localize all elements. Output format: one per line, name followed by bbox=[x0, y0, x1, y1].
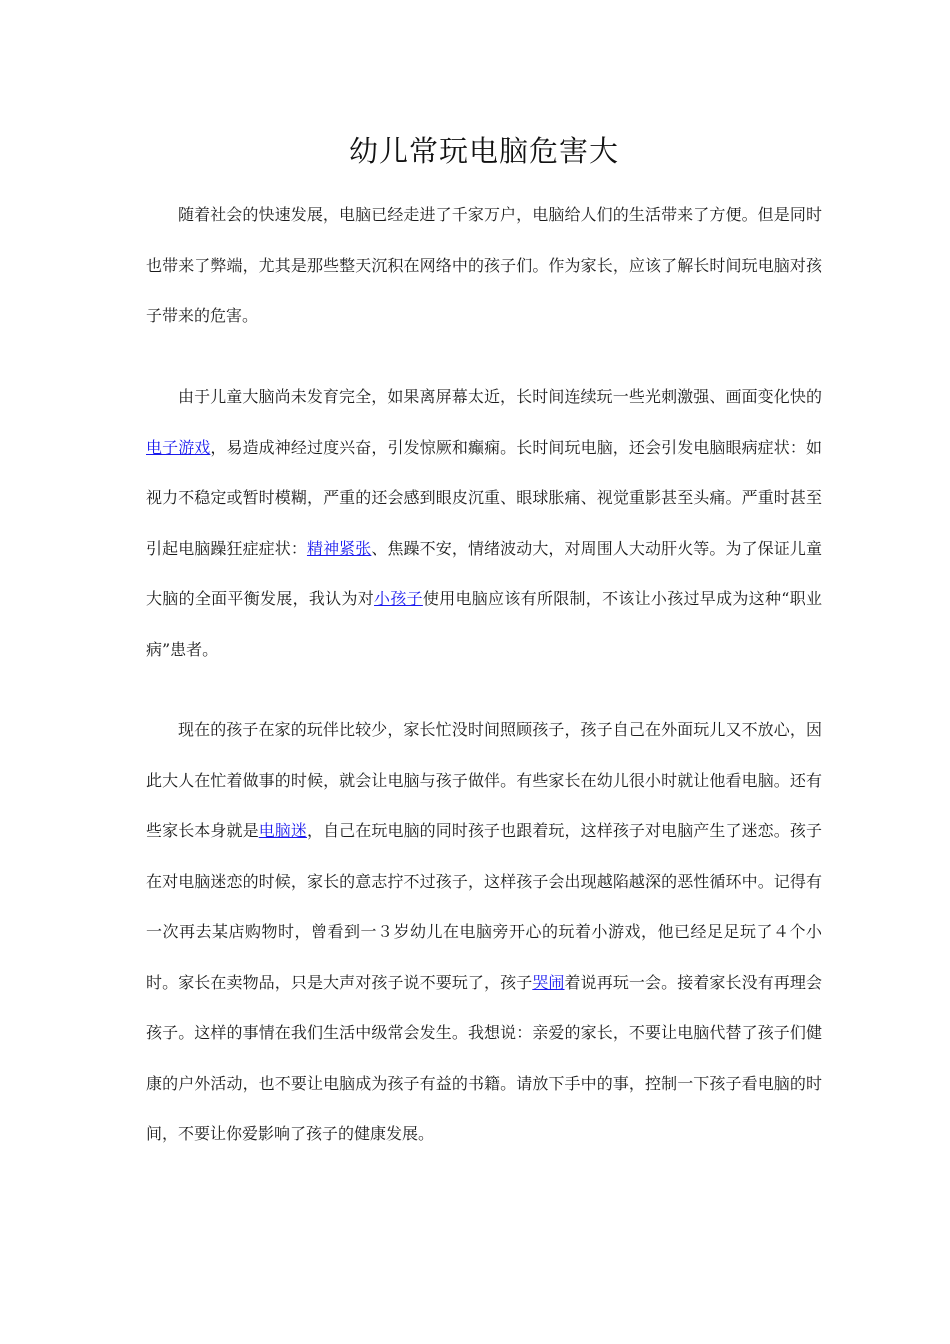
paragraph-text: 由于儿童大脑尚未发育完全，如果离屏幕太近，长时间连续玩一些光刺激强、画面变化快的 bbox=[178, 387, 822, 406]
paragraph-text: 使用电脑应该有所限制，不该让小孩过早成为这种“职业病”患者。 bbox=[146, 589, 822, 659]
paragraph-text: ，易造成神经过度兴奋，引发惊厥和癫痫。长时间玩电脑，还会引发电脑眼病症状：如视力不稳定或暂时模糊，严重的还会感到眼皮沉重、眼球胀痛、视觉重影甚至头痛。严重时甚至引起电脑躁狂症症状： bbox=[146, 437, 822, 558]
link-small-children[interactable]: 小孩子 bbox=[374, 589, 423, 608]
link-electronic-games[interactable]: 电子游戏 bbox=[146, 437, 211, 457]
paragraph-text: 随着社会的快速发展，电脑已经走进了千家万户，电脑给人们的生活带来了方便。但是同时也带来了弊端，尤其是那些整天沉积在网络中的孩子们。作为家长，应该了解长时间玩电脑对孩子带来的危害。 bbox=[146, 205, 822, 325]
paragraph-2 bbox=[146, 372, 822, 675]
paragraph-text: 、焦躁不安，情绪波动大，对周围人大动肝火等。为了保证儿童大脑的全面平衡发展，我认为对 bbox=[146, 538, 822, 608]
paragraph-1 bbox=[146, 190, 822, 342]
link-computer-fan[interactable]: 电脑迷 bbox=[258, 821, 307, 840]
paragraph-3 bbox=[146, 705, 822, 1160]
paragraph-text: 着说再玩一会。接着家长没有再理会孩子。这样的事情在我们生活中级常会发生。我想说：亲爱的家长，不要让电脑代替了孩子们健康的户外活动，也不要让电脑成为孩子有益的书籍。请放下手中的事，控制一下孩子看电脑的时间，不要让你爱影响了孩子的健康发展。 bbox=[146, 972, 822, 1143]
link-mental-tension[interactable]: 精神紧张 bbox=[306, 538, 372, 558]
document-title: 幼儿常玩电脑危害大 bbox=[348, 134, 619, 168]
paragraph-text: 现在的孩子在家的玩伴比较少，家长忙没时间照顾孩子，孩子自己在外面玩儿又不放心，因此大人在忙着做事的时候，就会让电脑与孩子做伴。有些家长在幼儿很小时就让他看电脑。还有些家长本身就是 bbox=[146, 720, 822, 840]
paragraph-text: ，自己在玩电脑的同时孩子也跟着玩，这样孩子对电脑产生了迷恋。孩子在对电脑迷恋的时候，家长的意志拧不过孩子，这样孩子会出现越陷越深的恶性循环中。记得有一次再去某店购物时，曾看到一３岁幼儿在电脑旁开心的玩着小游戏，他已经足足玩了４个小时。家长在卖物品，只是大声对孩子说不要玩了，孩子 bbox=[146, 821, 822, 992]
link-crying[interactable]: 哭闹 bbox=[532, 972, 565, 992]
